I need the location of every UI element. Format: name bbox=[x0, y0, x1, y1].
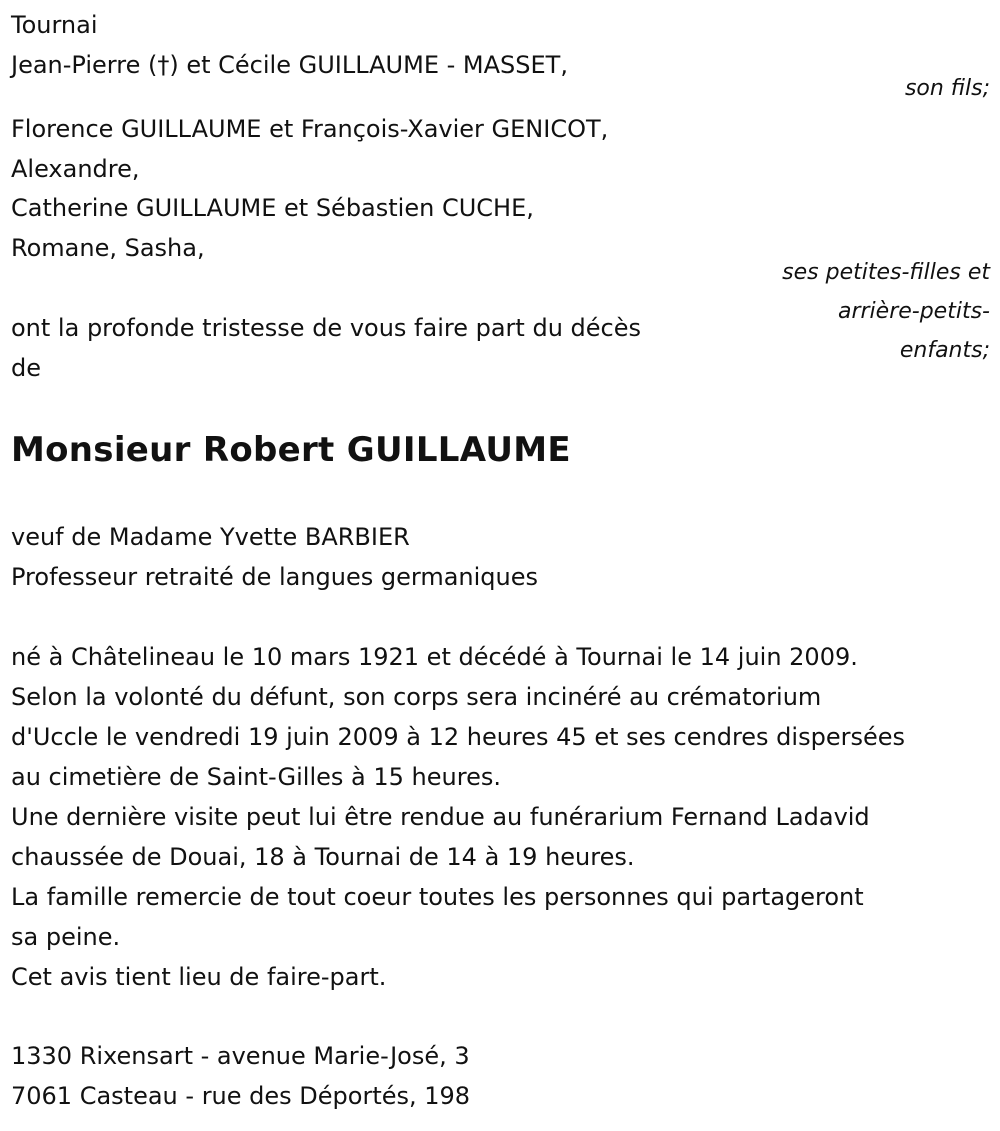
grandchildren-label-3: enfants; bbox=[899, 338, 990, 363]
family-line-4: Romane, Sasha, bbox=[11, 234, 205, 262]
family-line-1: Florence GUILLAUME et François-Xavier GENICOT, bbox=[11, 115, 609, 143]
details-line-4: au cimetière de Saint-Gilles à 15 heures. bbox=[11, 763, 501, 791]
city-line: Tournai bbox=[11, 11, 98, 39]
family-line-3: Catherine GUILLAUME et Sébastien CUCHE, bbox=[11, 194, 534, 222]
widower-line: veuf de Madame Yvette BARBIER bbox=[11, 523, 410, 551]
details-line-1: né à Châtelineau le 10 mars 1921 et décédé à Tournai le 14 juin 2009. bbox=[11, 643, 858, 671]
grandchildren-label-2: arrière-petits- bbox=[837, 299, 990, 324]
details-line-3: d'Uccle le vendredi 19 juin 2009 à 12 heures 45 et ses cendres dispersées bbox=[11, 723, 905, 751]
announcement-line-1: ont la profonde tristesse de vous faire part du décès bbox=[11, 314, 641, 342]
address-line-2: 7061 Casteau - rue des Déportés, 198 bbox=[11, 1082, 471, 1110]
details-line-6: chaussée de Douai, 18 à Tournai de 14 à 19 heures. bbox=[11, 843, 635, 871]
details-line-7: La famille remercie de tout coeur toutes les personnes qui partageront bbox=[11, 883, 864, 911]
details-line-9: Cet avis tient lieu de faire-part. bbox=[11, 963, 387, 991]
profession-line: Professeur retraité de langues germaniques bbox=[11, 563, 539, 591]
address-line-1: 1330 Rixensart - avenue Marie-José, 3 bbox=[11, 1042, 470, 1070]
announcement-line-2: de bbox=[11, 354, 41, 382]
parents-line: Jean-Pierre (†) et Cécile GUILLAUME - MASSET, bbox=[11, 51, 568, 79]
details-line-5: Une dernière visite peut lui être rendue au funérarium Fernand Ladavid bbox=[11, 803, 870, 831]
family-line-2: Alexandre, bbox=[11, 155, 140, 183]
details-line-8: sa peine. bbox=[11, 923, 121, 951]
details-line-2: Selon la volonté du défunt, son corps sera incinéré au crématorium bbox=[11, 683, 822, 711]
deceased-name: Monsieur Robert GUILLAUME bbox=[11, 430, 571, 470]
grandchildren-label-1: ses petites-filles et bbox=[782, 260, 990, 285]
son-label: son fils; bbox=[904, 76, 990, 101]
